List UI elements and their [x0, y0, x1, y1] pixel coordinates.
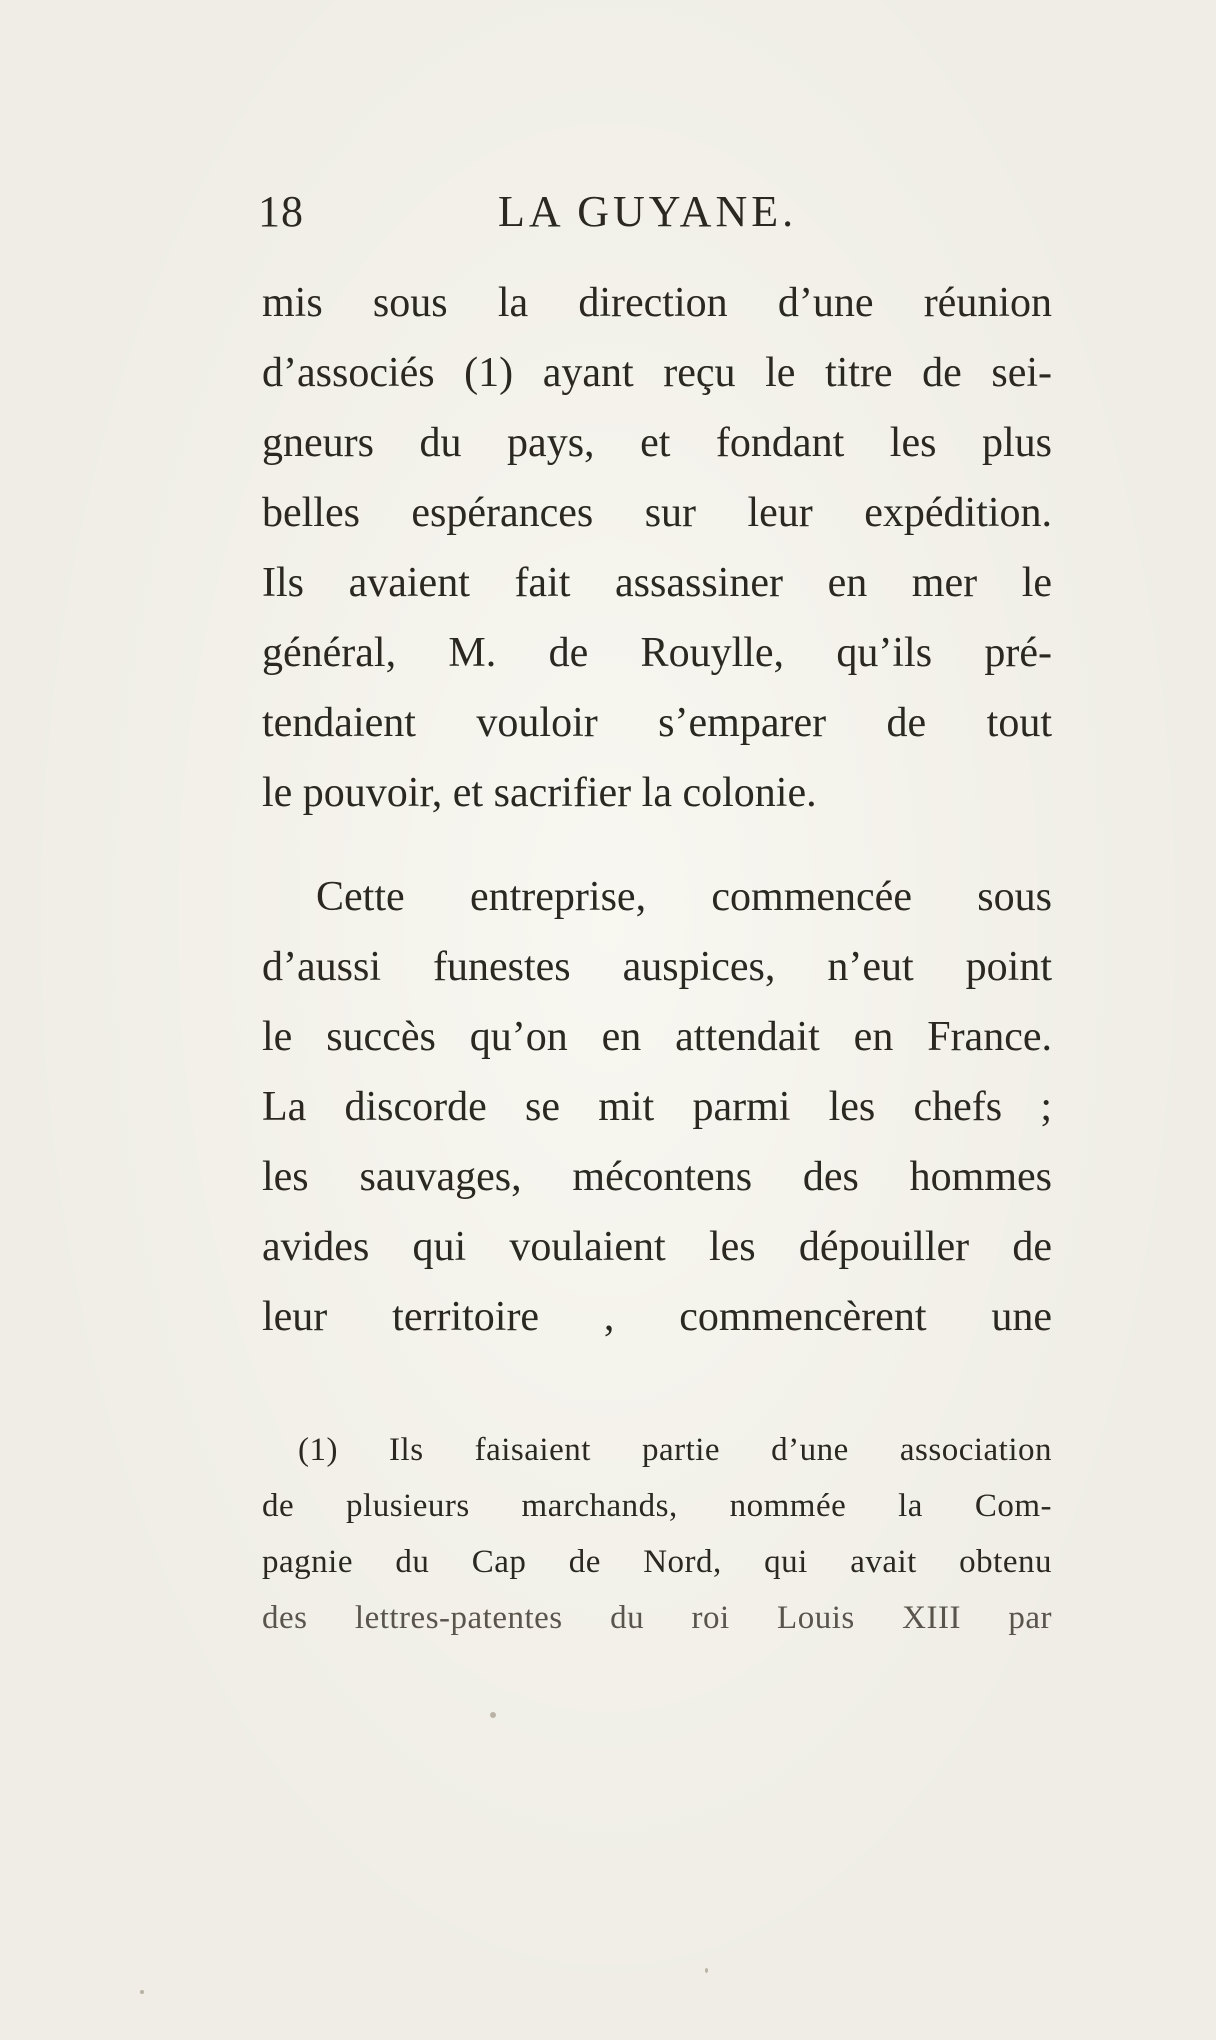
- footnote-line: pagnie du Cap de Nord, qui avait obtenu: [262, 1544, 1052, 1580]
- text-line: d’associés (1) ayant reçu le titre de sei-: [262, 350, 1052, 396]
- text-line: le succès qu’on en attendait en France.: [262, 1014, 1052, 1060]
- text-line: La discorde se mit parmi les chefs ;: [262, 1084, 1052, 1130]
- paper-speck: [490, 1712, 496, 1718]
- text-line: belles espérances sur leur expédition.: [262, 490, 1052, 536]
- text-line: avides qui voulaient les dépouiller de: [262, 1224, 1052, 1270]
- text-line: Cette entreprise, commencée sous: [316, 874, 1052, 920]
- text-line: gneurs du pays, et fondant les plus: [262, 420, 1052, 466]
- paragraph-2: [262, 862, 1052, 1352]
- page-number: 18: [258, 187, 304, 236]
- text-line: mis sous la direction d’une réunion: [262, 280, 1052, 326]
- footnote: [262, 1422, 1052, 1646]
- text-line: d’aussi funestes auspices, n’eut point: [262, 944, 1052, 990]
- footnote-line: de plusieurs marchands, nommée la Com-: [262, 1488, 1052, 1524]
- text-line: général, M. de Rouylle, qu’ils pré-: [262, 630, 1052, 676]
- text-line: les sauvages, mécontens des hommes: [262, 1154, 1052, 1200]
- text-line: Ils avaient fait assassiner en mer le: [262, 560, 1052, 606]
- paragraph-spacer: [262, 828, 1052, 862]
- footnote-line: (1) Ils faisaient partie d’une association: [298, 1432, 1052, 1468]
- footnote-line: des lettres-patentes du roi Louis XIII par: [262, 1600, 1052, 1636]
- paper-speck: [140, 1990, 144, 1994]
- running-title: LA GUYANE.: [498, 187, 798, 236]
- paragraph-1: [262, 268, 1052, 828]
- main-text: [262, 268, 1052, 1352]
- page-header: [258, 186, 1058, 246]
- text-line: le pouvoir, et sacrifier la colonie.: [262, 770, 817, 816]
- text-line: leur territoire , commencèrent une: [262, 1294, 1052, 1340]
- paper-speck: [705, 1968, 708, 1973]
- text-line: tendaient vouloir s’emparer de tout: [262, 700, 1052, 746]
